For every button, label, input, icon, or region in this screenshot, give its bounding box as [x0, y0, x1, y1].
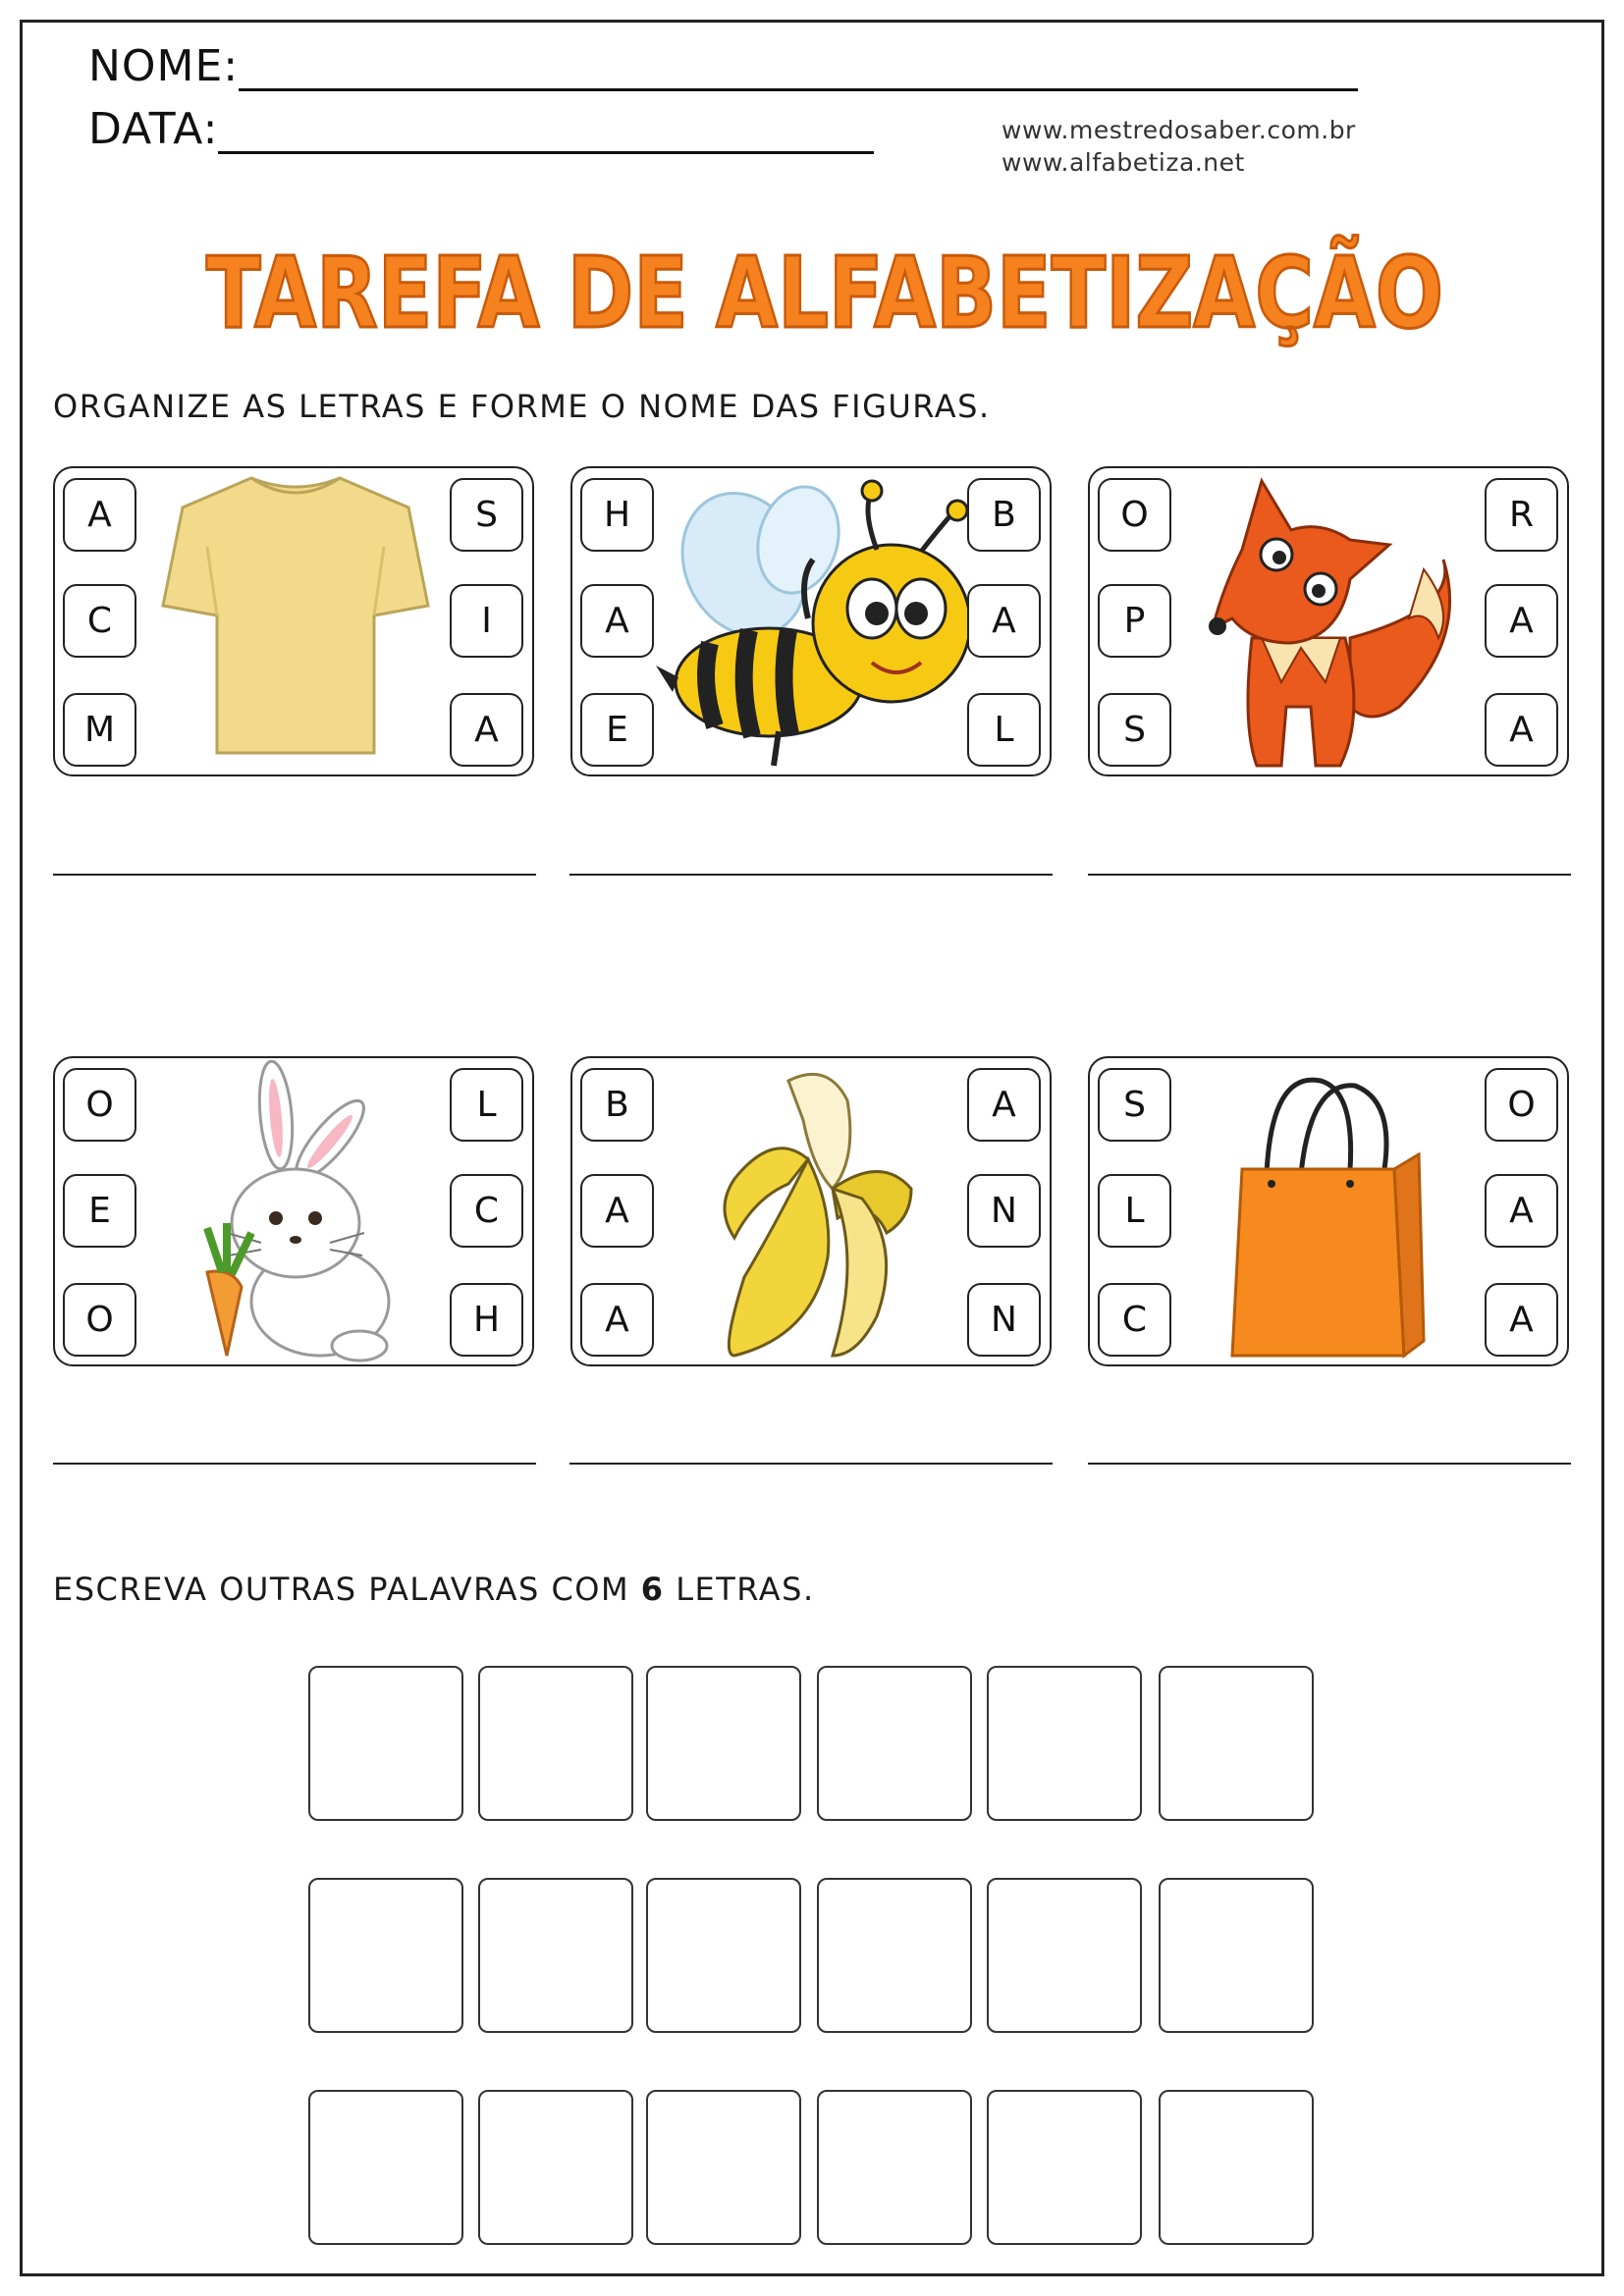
letter-write-box[interactable] — [1159, 1666, 1314, 1821]
bee-picture — [651, 471, 975, 779]
letter-write-box[interactable] — [646, 2090, 801, 2245]
date-input-rule[interactable] — [218, 117, 874, 154]
letter-write-box[interactable] — [1159, 1878, 1314, 2033]
instruction-write-words-after: LETRAS. — [664, 1571, 815, 1608]
instruction-write-words — [53, 1571, 815, 1608]
shirt-picture — [163, 468, 428, 767]
letter-write-box[interactable] — [1159, 2090, 1314, 2245]
letter-tile: A — [967, 1068, 1041, 1142]
letter-write-box[interactable] — [817, 1878, 972, 2033]
letter-tile: L — [1098, 1174, 1171, 1248]
answer-line[interactable] — [569, 1463, 1053, 1465]
page-title — [187, 224, 1463, 361]
letter-tile: A — [580, 1283, 654, 1357]
letter-tile: A — [1485, 693, 1558, 767]
letter-write-box[interactable] — [987, 1666, 1142, 1821]
puzzle-card-banana — [570, 1056, 1052, 1366]
instruction-letter-count: 6 — [640, 1571, 665, 1608]
letter-tile: O — [1485, 1068, 1558, 1142]
fox-picture — [1203, 471, 1458, 779]
letter-write-box[interactable] — [987, 1878, 1142, 2033]
puzzle-card-bag — [1088, 1056, 1569, 1366]
letter-write-box[interactable] — [987, 2090, 1142, 2245]
name-input-rule[interactable] — [239, 54, 1358, 91]
letter-write-box[interactable] — [646, 1878, 801, 2033]
answer-line[interactable] — [53, 1463, 536, 1465]
letter-tile: R — [1485, 478, 1558, 552]
letter-tile: O — [1098, 478, 1171, 552]
letter-tile: H — [450, 1283, 523, 1357]
letter-tile: O — [63, 1068, 136, 1142]
date-label: DATA: — [88, 104, 219, 154]
letter-tile: O — [63, 1283, 136, 1357]
letter-tile: I — [450, 584, 523, 658]
name-label: NOME: — [88, 41, 240, 91]
answer-line[interactable] — [53, 874, 536, 876]
letter-tile: A — [1485, 584, 1558, 658]
letter-tile: P — [1098, 584, 1171, 658]
letter-tile: L — [967, 693, 1041, 767]
puzzle-card-rabbit — [53, 1056, 534, 1366]
letter-write-box[interactable] — [646, 1666, 801, 1821]
letter-write-box[interactable] — [817, 2090, 972, 2245]
puzzle-card-fox — [1088, 466, 1569, 776]
instruction-organize: ORGANIZE AS LETRAS E FORME O NOME DAS FIGURAS. — [53, 388, 991, 425]
answer-line[interactable] — [1088, 874, 1571, 876]
letter-tile: A — [580, 584, 654, 658]
credit-link-1[interactable]: www.mestredosaber.com.br — [1001, 116, 1356, 144]
letter-tile: S — [1098, 693, 1171, 767]
instruction-write-words-before: ESCREVA OUTRAS PALAVRAS COM — [53, 1571, 641, 1608]
letter-write-box[interactable] — [308, 2090, 463, 2245]
credit-link-2[interactable]: www.alfabetiza.net — [1001, 148, 1245, 177]
answer-line[interactable] — [1088, 1463, 1571, 1465]
letter-write-box[interactable] — [478, 2090, 633, 2245]
letter-tile: A — [580, 1174, 654, 1248]
letter-write-box[interactable] — [817, 1666, 972, 1821]
credits — [1001, 114, 1356, 179]
letter-tile: B — [967, 478, 1041, 552]
letter-tile: C — [1098, 1283, 1171, 1357]
letter-tile: A — [63, 478, 136, 552]
letter-write-box[interactable] — [308, 1878, 463, 2033]
bag-picture — [1227, 1061, 1434, 1369]
page-title-text: TAREFA DE ALFABETIZAÇÃO — [206, 236, 1443, 350]
puzzle-card-bee — [570, 466, 1052, 776]
date-line — [88, 104, 874, 154]
letter-tile: H — [580, 478, 654, 552]
letter-tile: M — [63, 693, 136, 767]
letter-tile: N — [967, 1174, 1041, 1248]
letter-tile: A — [450, 693, 523, 767]
letter-write-box[interactable] — [478, 1666, 633, 1821]
puzzle-card-shirt — [53, 466, 534, 776]
letter-tile: E — [63, 1174, 136, 1248]
letter-tile: L — [450, 1068, 523, 1142]
rabbit-picture — [188, 1061, 404, 1369]
letter-tile: A — [1485, 1283, 1558, 1357]
letter-tile: A — [967, 584, 1041, 658]
letter-write-box[interactable] — [308, 1666, 463, 1821]
name-line — [88, 41, 1358, 91]
letter-tile: B — [580, 1068, 654, 1142]
letter-write-box[interactable] — [478, 1878, 633, 2033]
answer-line[interactable] — [569, 874, 1053, 876]
letter-tile: C — [450, 1174, 523, 1248]
letter-tile: S — [1098, 1068, 1171, 1142]
letter-tile: N — [967, 1283, 1041, 1357]
letter-tile: E — [580, 693, 654, 767]
letter-tile: C — [63, 584, 136, 658]
letter-tile: S — [450, 478, 523, 552]
letter-tile: A — [1485, 1174, 1558, 1248]
banana-picture — [715, 1061, 921, 1369]
